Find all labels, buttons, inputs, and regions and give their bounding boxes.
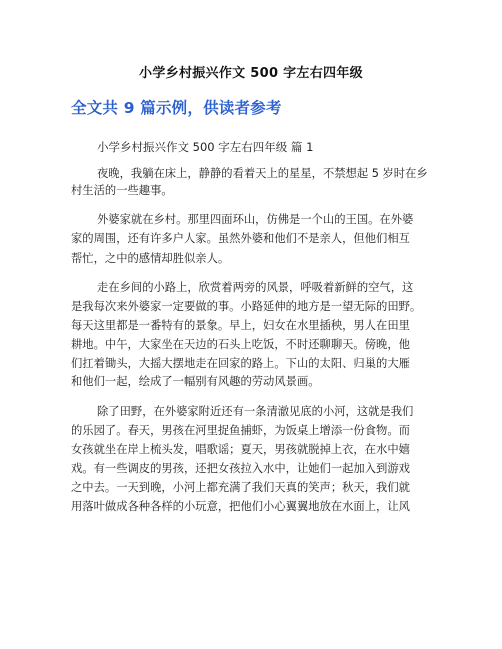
paragraph-line: 村生活的一些趣事。	[71, 184, 173, 197]
paragraph-line: 每天这里都是一番特有的景象。早上，妇女在水里插秧，男人在田里	[71, 319, 410, 332]
paragraph-line: 女孩就坐在岸上梳头发，唱歌谣；夏天，男孩就脱掉上衣，在水中嬉	[71, 443, 410, 456]
section-heading: 小学乡村振兴作文 500 字左右四年级 篇 1	[97, 140, 314, 154]
paragraph-line: 是我每次来外婆家一定要做的事。小路延伸的地方是一望无际的田野。	[71, 300, 422, 313]
paragraph-line: 除了田野，在外婆家附近还有一条清澈见底的小河，这就是我们	[97, 405, 414, 418]
paragraph-line: 耕地。中午，大家坐在天边的石头上吃饭，不时还聊聊天。傍晚，他	[71, 338, 410, 351]
paragraph-line: 们扛着锄头，大摇大摆地走在回家的路上。下山的太阳、归巢的大雁	[71, 357, 410, 370]
paragraph-line: 用落叶做成各种各样的小玩意，把他们小心翼翼地放在水面上，让风	[71, 500, 410, 513]
document-title: 小学乡村振兴作文 500 字左右四年级	[139, 66, 363, 81]
paragraph-line: 之中去。一天到晚，小河上都充满了我们天真的笑声；秋天，我们就	[71, 481, 410, 494]
paragraph-line: 和他们一起，绘成了一幅别有风趣的劳动风景画。	[71, 375, 320, 388]
paragraph-line: 家的周围，还有许多户人家。虽然外婆和他们不是亲人，但他们相互	[71, 232, 410, 245]
paragraph-line: 夜晚，我躺在床上，静静的看着天上的星星，不禁想起 5 岁时在乡	[97, 167, 428, 180]
paragraph-line: 外婆家就在乡村。那里四面环山，仿佛是一个山的王国。在外婆	[97, 213, 414, 226]
paragraph-line: 帮忙，之中的感情却胜似亲人。	[71, 252, 230, 265]
document-subtitle: 全文共 9 篇示例，供读者参考	[71, 99, 282, 117]
paragraph-line: 走在乡间的小路上，欣赏着两旁的风景，呼吸着新鲜的空气，这	[97, 281, 414, 294]
paragraph-line: 的乐园了。春天，男孩在河里捉鱼捕虾，为饭桌上增添一份食物。而	[71, 424, 410, 437]
paragraph-line: 戏。有一些调皮的男孩，还把女孩拉入水中，让她们一起加入到游戏	[71, 462, 410, 475]
